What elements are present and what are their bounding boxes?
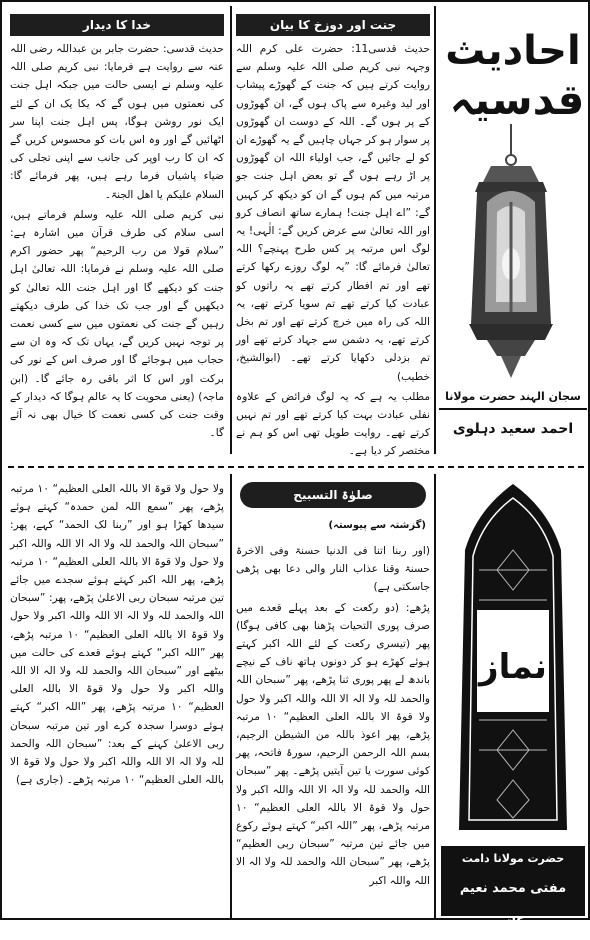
continued-note: (گزشتہ سے پیوستہ) — [328, 520, 426, 531]
namaz-credit-line2: مفتی محمد نعیم برکاتہم — [459, 881, 567, 930]
namaz-panel — [439, 480, 587, 930]
author-credit — [439, 386, 587, 452]
article-jannat — [236, 40, 430, 456]
article-tasbeeh — [236, 542, 430, 918]
namaz-art — [439, 480, 587, 840]
divider-mid-bottom — [230, 474, 232, 918]
namaz-credit — [441, 846, 585, 930]
title-panel — [439, 6, 587, 454]
divider-right-top — [434, 6, 436, 454]
article-jannat-p2: مطلب یہ ہے کہ یہ لوگ فرائض کے علاوہ نفلی عبادت بہت کیا کرتے تھے اور تم نہیں کرتے تھے۔ روایت طویل تھی اس کو ہم نے مختصر کر دیا ہے۔ — [236, 390, 430, 458]
title-line1: احادیث — [445, 28, 581, 74]
author-credit-line1: سجان الہند حضرت مولانا — [439, 386, 587, 410]
section-heading-jannat: جنت اور دوزخ کا بیان — [236, 14, 430, 36]
divider-mid-top — [230, 6, 232, 454]
lantern-icon — [469, 124, 553, 378]
article-deedar-p1: حدیث قدسی: حضرت جابر بن عبداللہ رضی اللہ عنہ سے روایت ہے فرمایا: نبی کریم صلی اللہ علیہ وسلم نے ایسی حالت میں جبکہ اہل جنت کی نعمتوں میں ہوں گے کہ یکا یک ان کے لئے ایک نور روشن ہوگا، پس اہل جنت اپنا سر اٹھائیں گے اور وہ اس بات کو محسوس کریں گے کہ ان کا رب اوپر کی جانب سے اپنی تجلی کی ضیاء پاشیاں فرما رہے ہیں، پھر فرمائے گا: السلام علیکم یا اھل الجنۃ۔ — [10, 43, 224, 201]
section-heading-tasbeeh: صلوٰۃ التسبیح — [240, 482, 426, 508]
title-line2: قدسیہ — [449, 75, 585, 124]
divider-right-bottom — [434, 474, 436, 918]
article-jannat-p1: حدیث قدسی11: حضرت علی کرم اللہ وجہہ نبی کریم صلی اللہ علیہ وسلم سے روایت کرتے ہیں کہ جنت کے گھوڑے پیشاب اور لید وغیرہ سے پاک ہوں گے، ان گھوڑوں کے پر ہوں گے۔ اللہ کے دوست ان گھوڑوں پر سوار ہو کر جہاں چاہیں گے یہ گھوڑے ان کو لے جائیں گے، جب اولیاء اللہ ان گھوڑوں پر اڑ رہے ہوں گے تو بعض اہل جنت جو مرتبہ میں کم ہوں گے ان کو دیکھ کر کہیں گے: ”اے اہل جنت! ہمارے ساتھ انصاف کرو اور اللہ تعالیٰ سے عرض کریں گے: الٰہی! یہ لوگ اس مرتبہ پر کس طرح پہنچے؟ اللہ تعالیٰ فرمائے گا: ”یہ لوگ روزے رکھا کرتے تھے اور تم افطار کرتے تھے یہ راتوں کو عبادت کیا کرتے تھے تم سویا کرتے تھے، یہ اللہ کی راہ میں خرچ کرتے تھے اور تم بخل کرتے تھے، یہ دشمن سے جہاد کرتے تھے اور تم بزدلی دکھایا کرتے تھے۔ (ابوالشیخ، خطیب) — [236, 43, 430, 383]
article-tasbeeh-continued — [10, 480, 224, 918]
namaz-title: نماز — [479, 647, 547, 687]
article-tasbeeh-continued-p1: ولا حول ولا قوۃ الا باللہ العلی العظیم“ ۱۰ مرتبہ پڑھے، پھر ”سمع اللہ لمن حمدہ“ کہتے ہوئے سیدھا کھڑا ہو اور ”ربنا لک الحمد“ کہے، پھر: ”سبحان اللہ والحمد للہ ولا الہ الا اللہ واللہ اکبر ولا حول ولا قوۃ الا باللہ العلی العظیم“ ۱۰ مرتبہ پڑھے، پھر اللہ اکبر کہتے ہوئے سجدے میں جائے تین مرتبہ سبحان ربی الاعلیٰ پڑھے، پھر: ”سبحان اللہ والحمد للہ ولا الہ الا اللہ واللہ اکبر ولا حول ولا قوۃ الا باللہ العلی العظیم“ ۱۰ مرتبہ پڑھے، پھر ”اللہ اکبر“ کہتے ہوئے قعدے کی حالت میں بیٹھے اور ”سبحان اللہ والحمد للہ ولا الہ الا اللہ واللہ اکبر ولا حول ولا قوۃ الا باللہ العلی العظیم“ ۱۰ مرتبہ پڑھے، پھر ”اللہ اکبر“ کہتے ہوئے دوسرا سجدہ کرے اور تین مرتبہ سبحان ربی الاعلیٰ کہنے کے بعد: ”سبحان اللہ والحمد للہ ولا الہ الا اللہ واللہ اکبر ولا حول ولا قوۃ الا باللہ العلی العظیم“ ۱۰ مرتبہ پڑھے۔ (جاری ہے) — [10, 483, 225, 787]
article-tasbeeh-p1: (اور ربنا اتنا فی الدنیا حسنۃ وفی الاخرۃ حسنۃ وقنا عذاب النار والی دعا بھی پڑھی جاسکتی ہے) — [236, 545, 430, 594]
article-tasbeeh-p2: پڑھے: (دو رکعت کے بعد پہلے قعدے میں صرف پوری التحیات پڑھنا بھی کافی ہوگا) پھر (تیسری رکعت کے لئے اللہ اکبر کہتے ہوئے کھڑے ہو کر دونوں ہاتھ ناف کے نیچے باندھ لے پھر پوری ثنا پڑھے، پھر ”سبحان اللہ والحمد للہ ولا الہ الا اللہ واللہ اکبر ولا حول ولا قوۃ الا باللہ العلی العظیم“ ۱۰ مرتبہ پڑھے، پھر اعوذ باللہ من الشیطن الرجیم، بسم اللہ الرحمن الرحیم، سورۂ فاتحہ، پھر کوئی سورت یا تین آیتیں پڑھے۔ پھر ”سبحان اللہ والحمد للہ ولا الہ الا اللہ واللہ اکبر ولا حول ولا قوۃ الا باللہ العلی العظیم“ ۱۰ مرتبہ پڑھے، پھر ”اللہ اکبر“ کہتے ہوئے رکوع میں جائے تین مرتبہ ”سبحان ربی العظیم“ پڑھے، پھر ”سبحان اللہ والحمد للہ ولا الہ الا اللہ واللہ اکبر — [236, 601, 430, 887]
author-credit-line2: احمد سعید دہلوی — [452, 421, 574, 437]
section-heading-deedar: خدا کا دیدار — [10, 14, 224, 36]
article-deedar-p2: نبی کریم صلی اللہ علیہ وسلم فرماتے ہیں، اسی سلام کی طرف قرآن میں اشارہ ہے: ”سلام قولا من رب الرحیم“ پھر حضور اکرم صلی اللہ علیہ وسلم نے فرمایا: اللہ تعالیٰ اہل جنت کو دیکھے گا اور اہل جنت اللہ تعالیٰ کو دیکھیں گے اور جب تک خدا کی طرف دیکھتے رہیں گے جنت کی نعمتوں میں سے کسی نعمت پر توجہ نہیں کریں گے، یہاں تک کہ وہ ان سے حجاب میں ہوجائے گا اور صرف اس کے نور کی برکت اور اس کا اثر باقی رہ جائے گا۔ (ابن ماجہ) (یعنی محویت کا یہ عالم ہوگا کہ دیدار کے وقت جنت کی کسی نعمت کا خیال بھی نہ آئے گا۔ — [10, 208, 224, 440]
article-deedar — [10, 40, 224, 456]
namaz-credit-line1: حضرت مولانا دامت — [461, 852, 565, 865]
section-divider — [8, 466, 584, 468]
